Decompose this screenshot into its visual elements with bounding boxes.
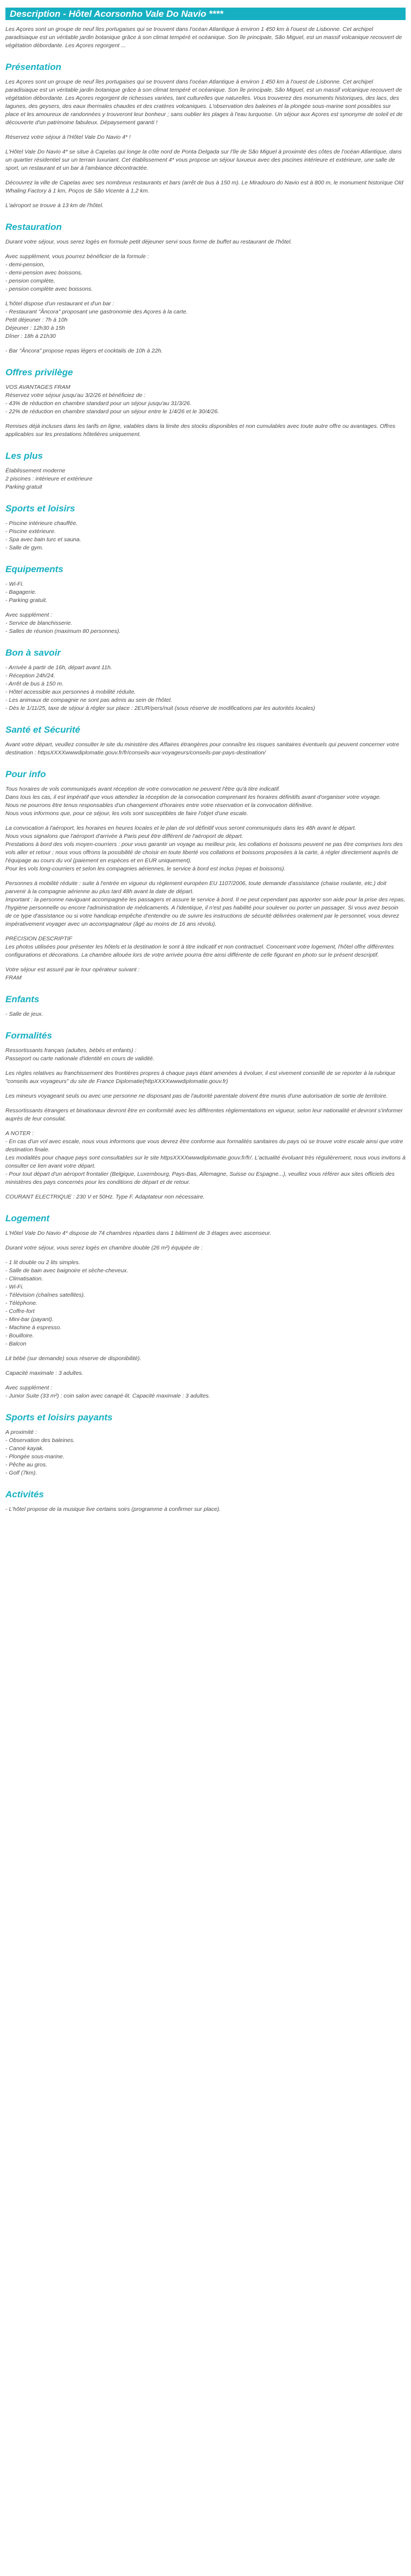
section-pour-info [5, 769, 406, 982]
section-paragraph: - Arrivée à partir de 16h, départ avant 11h. - Réception 24h/24. - Arrêt de bus à 150 m. - Hôtel accessible aux personnes à mobilité réduite. - Les animaux de compagnie ne sont pas admis au sein de l'hôtel. - Dès le 1/11/25, taxe de séjour à régler sur place : 2EUR/pers/nuit (sous réserve de modifications par les autorités locales) [5, 664, 316, 712]
section-paragraph: Les mineurs voyageant seuls ou avec une personne ne disposant pas de l'autorité parentale doivent être munis d'une autorisation de sortie de territoire. [5, 1093, 388, 1099]
section-paragraph: Établissement moderne 2 piscines : intérieure et extérieure Parking gratuit [5, 467, 93, 490]
section-paragraph: - Bar "Âncora" propose repas légers et cocktails de 10h à 22h. [5, 348, 163, 354]
intro-paragraph: Les Açores sont un groupe de neuf îles portugaises qui se trouvent dans l'océan Atlantique à environ 1 450 km à l'ouest de Lisbonne. Cet archipel paradisiaque est un véritable jardin botanique grâce à son climat tempéré et océanique. Son île principale, São Miguel, est un massif volcanique recouvert de végétation débordante. Les Açores regorgent ... [5, 26, 402, 49]
section-paragraph: Votre séjour est assuré par le tour opérateur suivant : FRAM [5, 966, 140, 981]
section-paragraph: Découvrez la ville de Capelas avec ses nombreux restaurants et bars (arrêt de bus à 150 m). Le Miradouro do Navio est à 800 m, le monument historique Old Whaling Factory à 1 km, Poços de São Vicente à 1,2 km. [5, 180, 403, 194]
section-paragraph: Avec supplément, vous pourrez bénéficier de la formule : - demi-pension, - demi-pension avec boissons, - pension complète, - pension complète avec boissons. [5, 253, 149, 292]
section-paragraph: L'Hôtel Vale Do Navio 4* se situe à Capelas qui longe la côte nord de Ponta Delgada sur l'île de São Miguel à proximité des côtes de l'océan Atlantique, dans un quartier résidentiel sur un terrain luxuriant. Cet établissement 4* vous propose un séjour luxueux avec des piscines intérieure et extérieure, une salle de sport, un restaurant et un bar à l'ambiance décontractée. [5, 149, 402, 171]
section-offres-privilege [5, 367, 406, 439]
section-sports-et-loisirs-payants [5, 1412, 406, 1477]
section-paragraph: L'Hôtel Vale Do Navio 4* dispose de 74 chambres réparties dans 1 bâtiment de 3 étages avec ascenseur. [5, 1230, 272, 1236]
section-paragraph: - Salle de jeux. [5, 1011, 43, 1017]
section-heading: Restauration [5, 222, 62, 232]
section-heading: Offres privilège [5, 367, 73, 377]
section-paragraph: Les règles relatives au franchissement des frontières propres à chaque pays étant amenées à évoluer, il est vivement conseillé de se reporter à la rubrique "conseils aux voyageurs" du site de France Diplomatie(httpXXXXwwwdiplomatie.gouv.fr) [5, 1070, 396, 1085]
section-formalites [5, 1030, 406, 1201]
section-heading: Présentation [5, 62, 61, 72]
section-paragraph: Tous horaires de vols communiqués avant réception de votre convocation ne peuvent l'être qu'à titre indicatif. Dans tous les cas, il est impératif que vous attendiez la réception de la convocation comprenant les horaires définitifs avant d'organiser votre voyage. Nous ne pourrons être tenus responsables d'un changement d'horaires entre votre réservation et la convocation définitive. Nous vous informons que, pour ce séjour, les vols sont susceptibles de faire l'objet d'une escale. [5, 786, 381, 817]
description-sections [5, 62, 406, 1514]
section-paragraph: Les Açores sont un groupe de neuf îles portugaises qui se trouvent dans l'océan Atlantique à environ 1 450 km à l'ouest de Lisbonne. Cet archipel paradisiaque est un véritable jardin botanique grâce à son climat tempéré et océanique. Son île principale, São Miguel, est un massif volcanique recouvert de végétation débordante. Les Açores regorgent de richesses variées, tant culturelles que naturelles. Vous trouverez des monuments historiques, des lacs, des lagunes, des geysers, des eaux thermales chaudes et des cratères volcaniques. L'observation des baleines et la plongée sous-marine sont possibles sur place et les amoureux de randonnées y trouveront leur bonheur ; sans oublier les plages à l'eau turquoise. Un séjour aux Açores est synonyme de soleil et de découverte d'un patrimoine fabuleux. Dépaysement garanti ! [5, 79, 403, 126]
section-heading: Activités [5, 1489, 44, 1500]
section-logement [5, 1213, 406, 1400]
section-paragraph: Lit bébé (sur demande) sous réserve de disponibilité). [5, 1355, 142, 1362]
section-heading: Santé et Sécurité [5, 725, 80, 735]
section-heading: Les plus [5, 451, 43, 461]
section-bon-a-savoir [5, 648, 406, 713]
section-paragraph: Réservez votre séjour à l'Hôtel Vale Do Navio 4* ! [5, 134, 131, 140]
section-paragraph: PRÉCISION DESCRIPTIF Les photos utilisées pour présenter les hôtels et la destination le sont à titre indicatif et non contractuel. Concernant votre logement, l'hôtel offre différentes configurations et décorations. La chambre allouée lors de votre arrivée pourra être ainsi différente de celle figurant en photo sur le présent descriptif. [5, 935, 394, 958]
section-paragraph: Avec supplément : - Service de blanchisserie. - Salles de réunion (maximum 80 personnes). [5, 612, 121, 635]
section-heading: Sports et loisirs payants [5, 1412, 113, 1422]
section-sports-et-loisirs [5, 503, 406, 552]
section-paragraph: La convocation à l'aéroport, les horaires en heures locales et le plan de vol définitif vous seront communiqués dans les 48h avant le départ. Nous vous signalons que l'aéroport d'arrivée à Paris peut être différent de l'aéroport de départ. Prestations à bord des vols moyen-courriers : pour vous garantir un voyage au meilleur prix, les collations et boissons peuvent ne pas être comprises lors des vols aller et retour ; nous vous offrons la possibilité de choisir en toute liberté vos collations et boissons proposées à la carte, à régler directement auprès de l'équipage au cours du vol (paiement en espèces et en EUR uniquement). Pour les vols long-courriers et selon les compagnies aériennes, le service à bord est inclus (repas et boissons). [5, 825, 403, 872]
section-paragraph: Avant votre départ, veuillez consulter le site du ministère des Affaires étrangères pour connaître les risques sanitaires éventuels qui peuvent concerner votre destination : httpsXXXXwwwdiplomatie.gouv.fr/fr/conseils-aux-voyageurs/conseils-par-pays-destination/ [5, 741, 400, 756]
section-paragraph: Avec supplément : - Junior Suite (33 m²) : coin salon avec canapé-lit. Capacité maximale : 3 adultes. [5, 1385, 210, 1399]
section-paragraph: - Piscine intérieure chauffée. - Piscine extérieure. - Spa avec bain turc et sauna. - Salle de gym. [5, 520, 81, 551]
section-heading: Pour info [5, 769, 46, 779]
section-paragraph: Durant votre séjour, vous serez logés en chambre double (26 m²) équipée de : [5, 1245, 203, 1251]
section-paragraph: Ressortissants étrangers et binationaux devront être en conformité avec les différentes réglementations en vigueur, selon leur nationalité et devront s'informer auprès de leur consulat. [5, 1107, 403, 1122]
section-paragraph: Capacité maximale : 3 adultes. [5, 1370, 84, 1376]
section-paragraph: Durant votre séjour, vous serez logés en formule petit déjeuner servi sous forme de buffet au restaurant de l'hôtel. [5, 239, 292, 245]
section-heading: Formalités [5, 1030, 52, 1041]
section-paragraph: L'aéroport se trouve à 13 km de l'hôtel. [5, 202, 104, 209]
section-paragraph: A NOTER : - En cas d'un vol avec escale, nous vous informons que vous devrez être conforme aux formalités sanitaires du pays où se trouve votre escale ainsi que votre destination finale. Les modalités pour chaque pays sont consultables sur le site httpsXXXXwwwdiplomatie.gouv.fr/fr/. L'actualité évoluant très régulièrement, nous vous invitons à consulter ce lien avant votre départ. - Pour tout départ d'un aéroport frontalier (Belgique, Luxembourg, Pays-Bas, Allemagne, Suisse ou Espagne...), veuillez vous référer aux sites officiels des ministères des pays concernés pour les conditions de départ et de retour. [5, 1130, 406, 1186]
section-restauration [5, 222, 406, 355]
section-paragraph: - L'hôtel propose de la musique live certains soirs (programme à confirmer sur place). [5, 1506, 221, 1513]
section-heading: Enfants [5, 994, 40, 1004]
section-activites [5, 1489, 406, 1514]
section-presentation [5, 62, 406, 210]
section-heading: Bon à savoir [5, 648, 61, 658]
section-enfants [5, 994, 406, 1018]
section-heading: Sports et loisirs [5, 503, 75, 514]
section-paragraph: COURANT ELECTRIQUE : 230 V et 50Hz. Type F. Adaptateur non nécessaire. [5, 1194, 205, 1200]
section-heading: Equipements [5, 564, 63, 574]
section-paragraph: VOS AVANTAGES FRAM Réservez votre séjour jusqu'au 3/2/26 et bénéficiez de : - 43% de réduction en chambre standard pour un séjour jusqu'au 31/3/26. - 22% de réduction en chambre standard pour un séjour entre le 1/4/26 et le 30/4/26. [5, 384, 220, 415]
page-title: Description - Hôtel Acorsonho Vale Do Navio **** [5, 8, 406, 20]
section-paragraph: A proximité : - Observation des baleines. - Canoë kayak. - Plongée sous-marine. - Pêche au gros. - Golf (7km). [5, 1429, 75, 1476]
section-heading: Logement [5, 1213, 50, 1223]
section-equipements [5, 564, 406, 636]
section-sante-et-securite [5, 725, 406, 757]
section-paragraph: Remises déjà incluses dans les tarifs en ligne, valables dans la limite des stocks disponibles et non cumulables avec toute autre offre ou avantages. Offres applicables sur les prestations hôtelières uniquement. [5, 423, 396, 438]
section-paragraph: Personnes à mobilité réduite : suite à l'entrée en vigueur du règlement européen EU 1107/2006, toute demande d'assistance (chaise roulante, etc.) doit parvenir à la compagnie aérienne au plus tard 48h avant la date de départ. Important : la personne naviguant accompagnée les passagers et assure le service à bord. Il ne peut cependant pas apporter son aide pour la prise des repas, l'hygiène personnelle ou encore l'administration de médicaments. A l'identique, il n'est pas habilité pour soulever ou porter un passager. Si vous avez besoin de ce type d'assistance ou si votre handicap empêche d'entendre ou de suivre les instructions de sécurité délivrées oralement par le personnel, vous devrez impérativement voyager avec un accompagnateur (âgé au moins de 16 ans révolu). [5, 880, 406, 927]
section-paragraph: - Wi-Fi. - Bagagerie. - Parking gratuit. [5, 581, 48, 604]
section-paragraph: - 1 lit double ou 2 lits simples. - Salle de bain avec baignoire et sèche-cheveux. - Climatisation. - Wi-Fi. - Télévision (chaînes satellites). - Téléphone. - Coffre-fort - Mini-bar (payant). - Machine à espresso. - Bouilloire. - Balcon [5, 1259, 129, 1347]
section-paragraph: Ressortissants français (adultes, bébés et enfants) : Passeport ou carte nationale d'identité en cours de validité. [5, 1047, 155, 1062]
section-les-plus [5, 451, 406, 491]
section-paragraph: L'hôtel dispose d'un restaurant et d'un bar : - Restaurant "Âncora" proposant une gastronomie des Açores à la carte. Petit déjeuner : 7h à 10h Déjeuner : 12h30 à 15h Dîner : 18h à 21h30 [5, 300, 188, 339]
